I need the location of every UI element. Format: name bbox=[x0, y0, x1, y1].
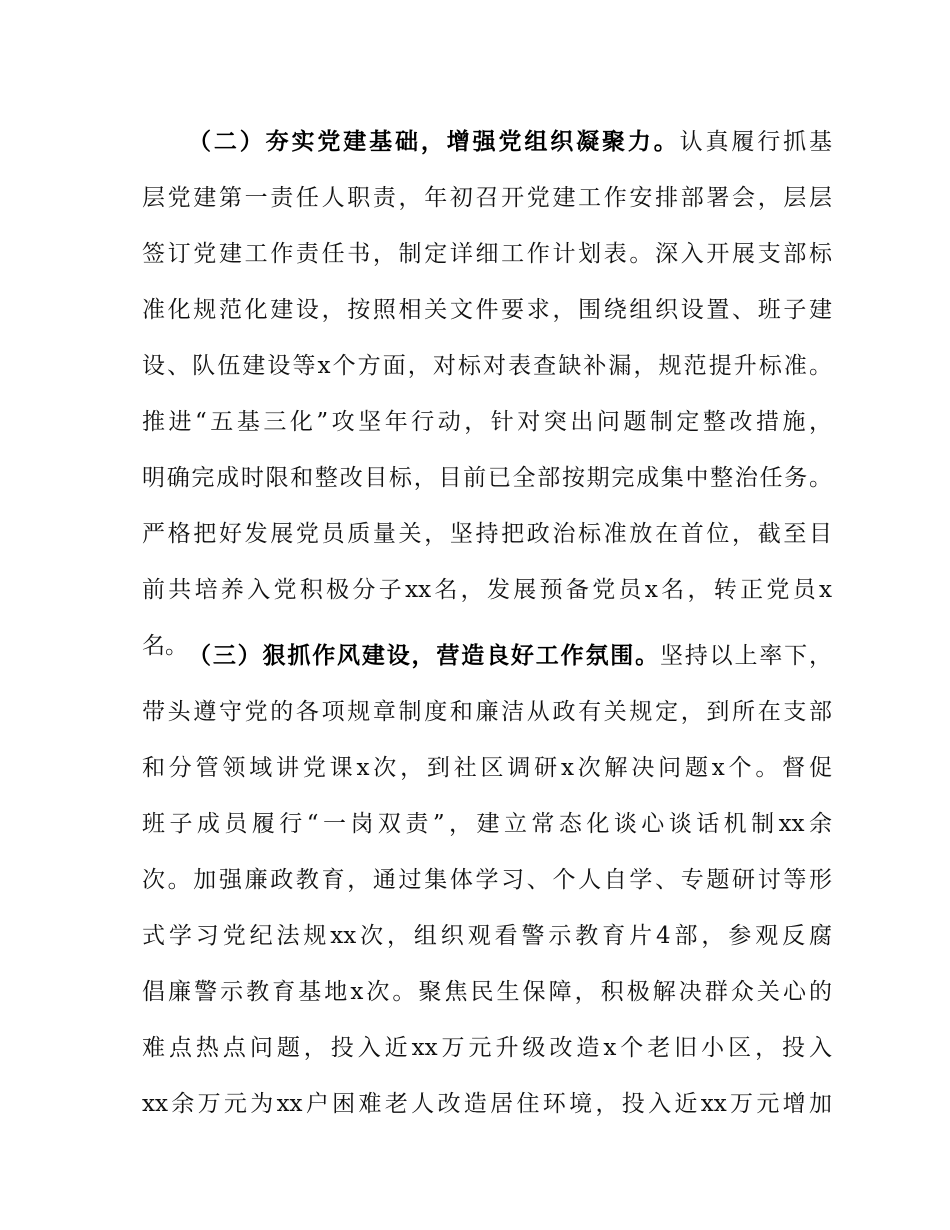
paragraph-line: 前共培养入党积极分子xx名，发展预备党员x名，转正党员x bbox=[142, 577, 832, 603]
paragraph-line: 式学习党纪法规xx次，组织观看警示教育片4部，参观反腐 bbox=[142, 923, 832, 949]
paragraph-line: 设、队伍建设等x个方面，对标对表查缺补漏，规范提升标准。 bbox=[142, 353, 832, 379]
paragraph-line: 层党建第一责任人职责，年初召开党建工作安排部署会，层层 bbox=[142, 185, 832, 211]
paragraph-line: 名。 bbox=[142, 633, 188, 659]
paragraph-line: 带头遵守党的各项规章制度和廉洁从政有关规定，到所在支部 bbox=[142, 699, 832, 725]
paragraph-text: 认真履行抓基 bbox=[679, 129, 832, 155]
section-work-style bbox=[142, 628, 832, 1132]
paragraph-first-line bbox=[142, 628, 832, 684]
paragraph-text: 坚持以上率下， bbox=[659, 643, 833, 669]
section-heading: （二）夯实党建基础，增强党组织凝聚力。 bbox=[188, 129, 680, 155]
paragraph-line: 班子成员履行“一岗双责”，建立常态化谈心谈话机制xx余 bbox=[142, 811, 832, 837]
paragraph-line: 签订党建工作责任书，制定详细工作计划表。深入开展支部标 bbox=[142, 241, 832, 267]
section-heading: （三）狠抓作风建设，营造良好工作氛围。 bbox=[188, 643, 660, 669]
paragraph-line: xx余万元为xx户困难老人改造居住环境，投入近xx万元增加 bbox=[142, 1091, 832, 1117]
paragraph-line: 次。加强廉政教育，通过集体学习、个人自学、专题研讨等形 bbox=[142, 867, 832, 893]
paragraph-line: 倡廉警示教育基地x次。聚焦民生保障，积极解决群众关心的 bbox=[142, 979, 832, 1005]
paragraph-line: 和分管领域讲党课x次，到社区调研x次解决问题x个。督促 bbox=[142, 755, 832, 781]
paragraph-line: 明确完成时限和整改目标，目前已全部按期完成集中整治任务。 bbox=[142, 465, 832, 491]
section-party-building bbox=[142, 114, 832, 674]
paragraph-first-line bbox=[142, 114, 832, 170]
paragraph-line: 严格把好发展党员质量关，坚持把政治标准放在首位，截至目 bbox=[142, 521, 832, 547]
paragraph-line: 准化规范化建设，按照相关文件要求，围绕组织设置、班子建 bbox=[142, 297, 832, 323]
paragraph-line: 难点热点问题，投入近xx万元升级改造x个老旧小区，投入 bbox=[142, 1035, 832, 1061]
paragraph-line: 推进“五基三化”攻坚年行动，针对突出问题制定整改措施， bbox=[142, 409, 832, 435]
